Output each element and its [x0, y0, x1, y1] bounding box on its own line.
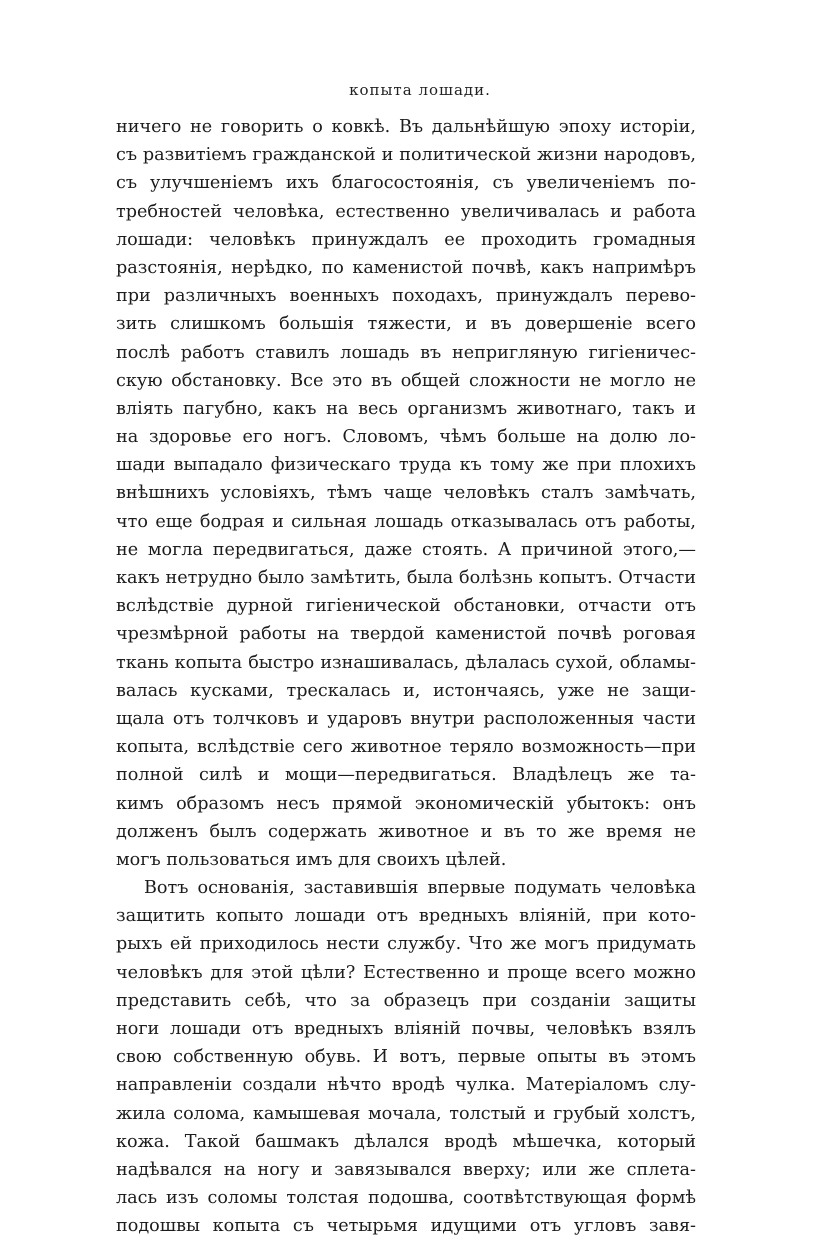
text-line: шади выпадало физическаго труда къ тому же при плохихъ [116, 455, 696, 476]
text-line: требностей человѣка, естественно увеличивалась и работа [116, 201, 696, 222]
text-line: направленіи создали нѣчто вродѣ чулка. Матеріаломъ слу- [116, 1075, 696, 1096]
text-line: ничего не говорить о ковкѣ. Въ дальнѣйшую эпоху исторіи, [116, 117, 696, 137]
text-line: на здоровье его ногъ. Словомъ, чѣмъ больше на долю ло- [116, 427, 696, 448]
text-line: полной силѣ и мощи—передвигаться. Владѣлецъ же та- [116, 765, 696, 786]
text-line: надѣвался на ногу и завязывался вверху; или же сплета- [116, 1159, 696, 1180]
text-line: подошвы копыта съ четырьмя идущими отъ угловъ завя- [116, 1216, 696, 1237]
paragraph-1 [116, 113, 696, 874]
text-line: жила солома, камышевая мочала, толстый и грубый холстъ, [116, 1103, 696, 1124]
text-line: долженъ былъ содержать животное и въ то же время не [116, 821, 696, 842]
text-line: могъ пользоваться имъ для своихъ цѣлей. [116, 849, 507, 870]
text-line: съ улучшеніемъ ихъ благосостоянія, съ увеличеніемъ по- [116, 173, 696, 194]
text-line: свою собственную обувь. И вотъ, первые опыты въ этомъ [116, 1047, 696, 1068]
text-line: внѣшнихъ условіяхъ, тѣмъ чаще человѣкъ сталъ замѣчать, [116, 483, 696, 504]
text-line: копыта, вслѣдствіе сего животное теряло возможность—при [116, 737, 696, 758]
text-line: при различныхъ военныхъ походахъ, принуждалъ перево- [116, 286, 696, 307]
text-line: что еще бодрая и сильная лошадь отказывалась отъ работы, [116, 511, 696, 532]
text-line: съ развитіемъ гражданской и политической жизни народовъ, [116, 145, 696, 166]
text-line: вліять пагубно, какъ на весь организмъ животнаго, такъ и [116, 398, 696, 419]
text-line: человѣкъ для этой цѣли? Естественно и проще всего можно [116, 962, 696, 983]
body-text [116, 113, 696, 1241]
text-line: зить слишкомъ большія тяжести, и въ довершеніе всего [116, 314, 696, 335]
text-line: валась кусками, трескалась и, истончаясь, уже не защи- [116, 680, 696, 701]
running-head: копыта лошади. [349, 81, 491, 99]
text-line: чрезмѣрной работы на твердой каменистой почвѣ роговая [116, 624, 696, 645]
text-line: лошади: человѣкъ принуждалъ ее проходить громадныя [116, 229, 696, 250]
text-line: не могла передвигаться, даже стоять. А причиной этого,— [116, 539, 696, 560]
text-line: послѣ работъ ставилъ лошадь въ непригляную гигіеничес- [116, 342, 696, 363]
text-line: кимъ образомъ несъ прямой экономическій убытокъ: онъ [116, 793, 696, 814]
text-line: Вотъ основанія, заставившія впервые подумать человѣка [144, 878, 696, 899]
text-line: скую обстановку. Все это въ общей сложности не могло не [116, 370, 696, 391]
paragraph-2 [116, 874, 696, 1240]
text-line: лась изъ соломы толстая подошва, соотвѣтствующая формѣ [116, 1188, 696, 1209]
text-line: какъ нетрудно было замѣтить, была болѣзнь копытъ. Отчасти [116, 568, 696, 588]
text-line: защитить копыто лошади отъ вредныхъ вліяній, при кото- [116, 906, 696, 927]
text-line: щала отъ толчковъ и ударовъ внутри расположенныя части [116, 708, 696, 729]
text-line: вслѣдствіе дурной гигіенической обстановки, отчасти отъ [116, 596, 696, 617]
text-line: представить себѣ, что за образецъ при созданіи защиты [116, 990, 696, 1011]
text-line: кожа. Такой башмакъ дѣлался вродѣ мѣшечка, который [116, 1131, 696, 1152]
text-line: ноги лошади отъ вредныхъ вліяній почвы, человѣкъ взялъ [116, 1019, 696, 1039]
text-line: рыхъ ей приходилось нести службу. Что же могъ придумать [116, 934, 696, 955]
text-line: ткань копыта быстро изнашивалась, дѣлалась сухой, обламы- [116, 652, 696, 673]
text-line: разстоянія, нерѣдко, по каменистой почвѣ, какъ напримѣръ [116, 257, 696, 278]
